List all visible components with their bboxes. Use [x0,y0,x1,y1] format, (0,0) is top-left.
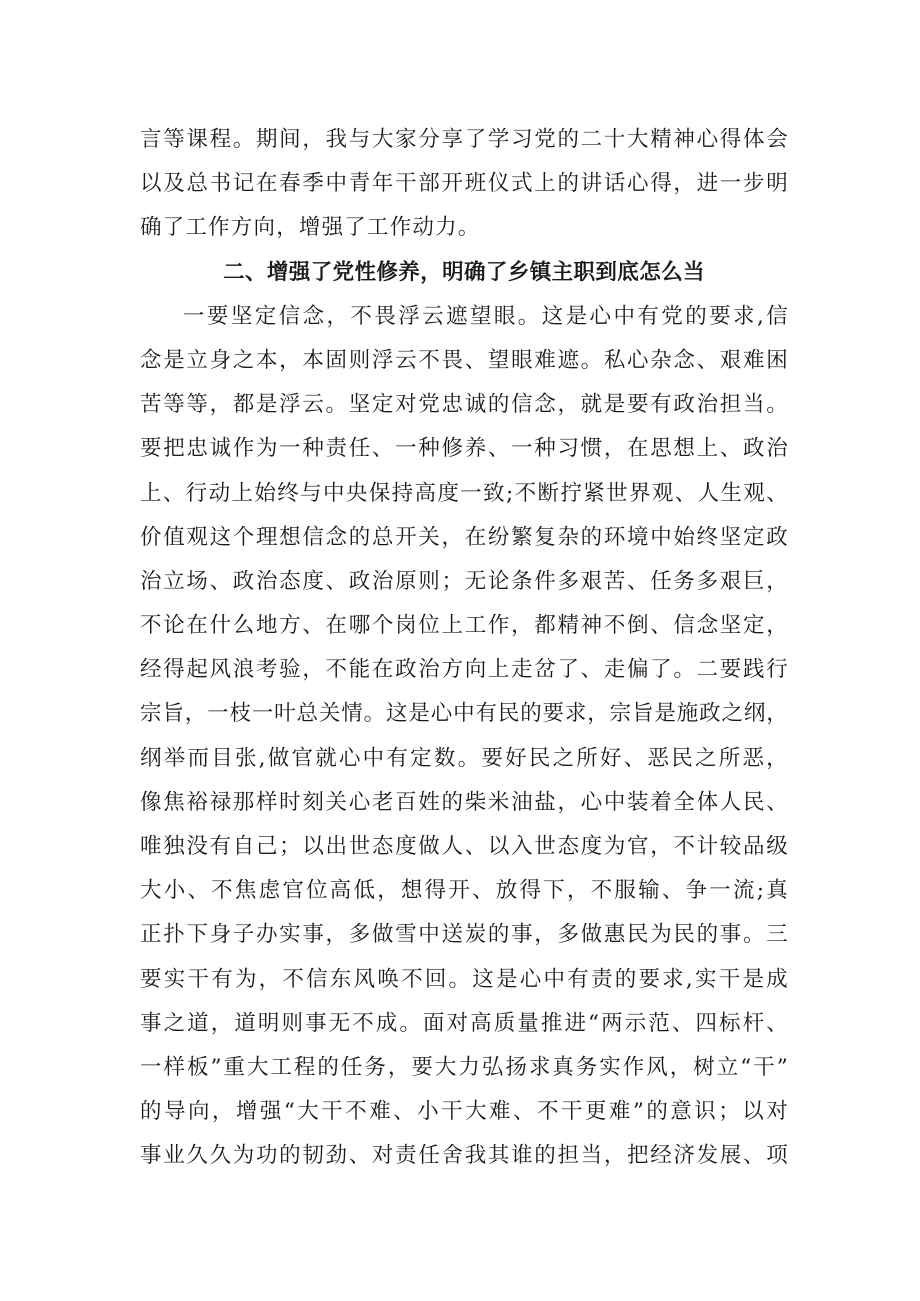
text-line: 宗旨，一枝一叶总关情。这是心中有民的要求，宗旨是施政之纲， [140,701,788,727]
text-line: 的导向，增强“大干不难、小干大难、不干更难”的意识；以对 [140,1099,788,1125]
text-line-indented: 一要坚定信念，不畏浮云遮望眼。这是心中有党的要求,信 [183,303,788,329]
text-line: 价值观这个理想信念的总开关，在纷繁复杂的环境中始终坚定政 [140,524,788,550]
paragraph-continuation [140,118,788,251]
section-heading: 二、增强了党性修养，明确了乡镇主职到底怎么当 [223,259,705,285]
text-line: 要实干有为，不信东风唤不回。这是心中有责的要求,实干是成 [140,966,788,992]
text-line: 上、行动上始终与中央保持高度一致;不断拧紧世界观、人生观、 [140,480,788,506]
document-body [140,118,788,1179]
text-line: 大小、不焦虑官位高低，想得开、放得下，不服输、争一流;真 [140,878,788,904]
text-line: 唯独没有自己；以出世态度做人、以入世态度为官，不计较品级 [140,834,788,859]
text-line: 言等课程。期间，我与大家分享了学习党的二十大精神心得体会 [140,127,788,152]
text-line: 一样板”重大工程的任务，要大力弘扬求真务实作风，树立“干” [140,1054,788,1080]
text-line: 要把忠诚作为一种责任、一种修养、一种习惯，在思想上、政治 [140,436,788,462]
text-line: 正扑下身子办实事，多做雪中送炭的事，多做惠民为民的事。三 [140,922,788,948]
text-line: 以及总书记在春季中青年干部开班仪式上的讲话心得，进一步明 [140,171,788,197]
text-line: 念是立身之本，本固则浮云不畏、望眼难遮。私心杂念、艰难困 [140,347,788,373]
text-line: 治立场、政治态度、政治原则；无论条件多艰苦、任务多艰巨， [140,568,788,594]
text-line: 事业久久为功的韧劲、对责任舍我其谁的担当，把经济发展、项 [140,1143,788,1169]
text-line: 确了工作方向，增强了工作动力。 [140,215,481,241]
text-line: 纲举而目张,做官就心中有定数。要好民之所好、恶民之所恶， [140,745,788,771]
text-line: 经得起风浪考验，不能在政治方向上走岔了、走偏了。二要践行 [140,657,788,683]
text-line: 苦等等，都是浮云。坚定对党忠诚的信念，就是要有政治担当。 [140,392,788,418]
paragraph-body [140,295,788,1179]
text-line: 事之道，道明则事无不成。面对高质量推进“两示范、四标杆、 [140,1010,788,1036]
text-line: 像焦裕禄那样时刻关心老百姓的柴米油盐，心中装着全体人民、 [140,789,788,815]
text-line: 不论在什么地方、在哪个岗位上工作，都精神不倒、信念坚定， [140,613,788,639]
